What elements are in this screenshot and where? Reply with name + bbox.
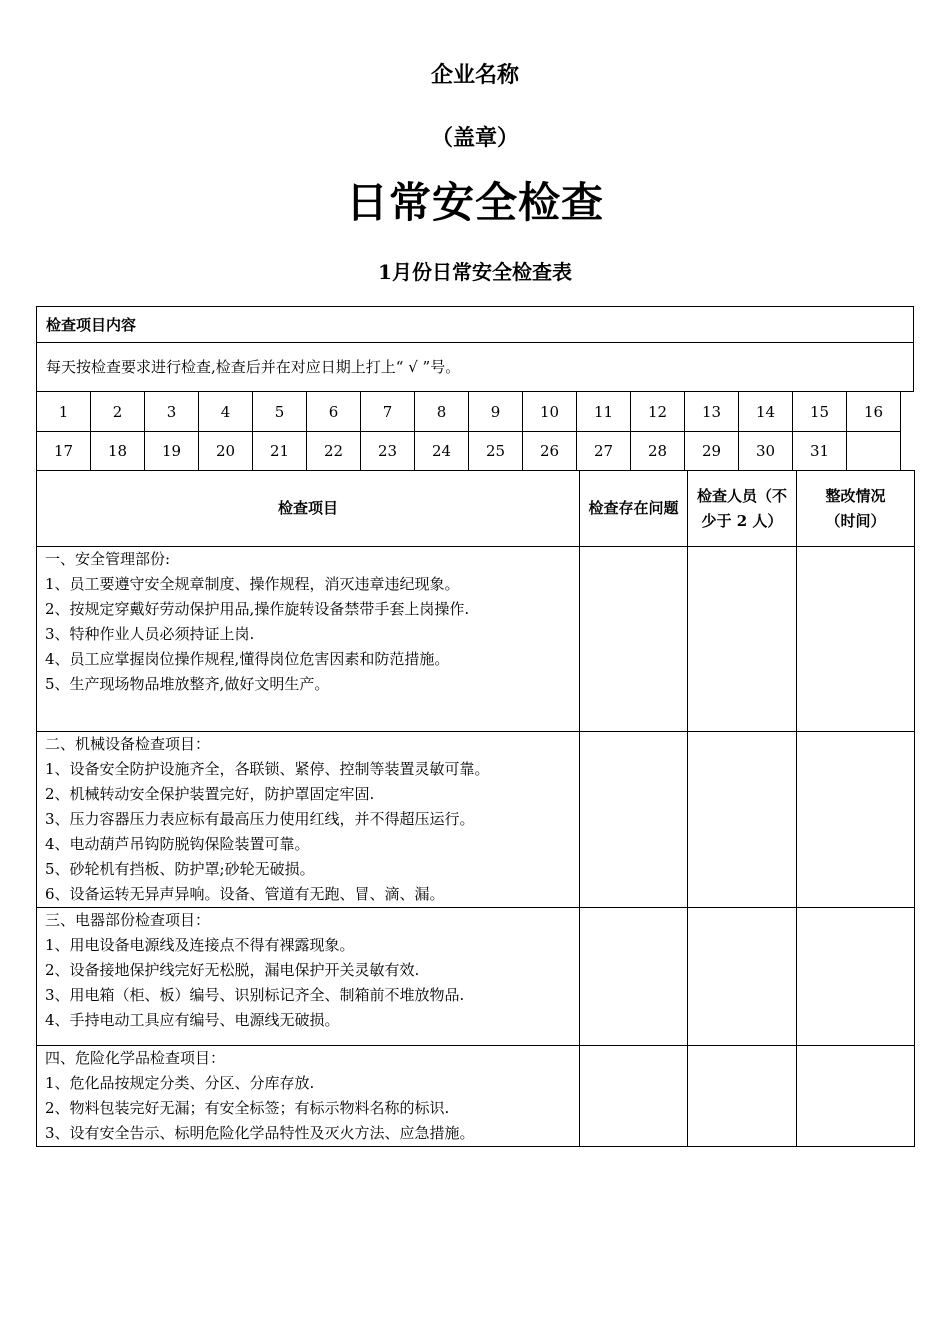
column-header-inspector: 检查人员（不少于 2 人） xyxy=(688,471,797,547)
inspector-cell[interactable] xyxy=(688,547,797,732)
day-cell[interactable]: 28 xyxy=(631,432,685,471)
inspector-cell[interactable] xyxy=(688,1046,797,1147)
list-item: 6、设备运转无异声异响。设备、管道有无跑、冒、滴、漏。 xyxy=(45,885,445,903)
document-title: 日常安全检查 xyxy=(345,178,604,227)
list-item: 5、生产现场物品堆放整齐,做好文明生产。 xyxy=(45,675,330,693)
problem-cell[interactable] xyxy=(580,732,688,908)
list-item: 4、手持电动工具应有编号、电源线无破损。 xyxy=(45,1011,340,1029)
section-hazardous-chemicals xyxy=(37,1046,580,1147)
intro-label: 检查项目内容 xyxy=(37,307,913,343)
day-grid-row-2 xyxy=(36,431,901,471)
rectify-cell[interactable] xyxy=(797,908,915,1046)
table-row xyxy=(37,732,915,908)
list-item: 2、物料包装完好无漏；有安全标签；有标示物料名称的标识. xyxy=(45,1099,450,1117)
list-item: 3、设有安全告示、标明危险化学品特性及灭火方法、应急措施。 xyxy=(45,1124,475,1142)
inspector-cell[interactable] xyxy=(688,732,797,908)
day-grid-row-1 xyxy=(36,391,901,432)
day-cell[interactable]: 15 xyxy=(793,392,847,432)
day-cell[interactable]: 26 xyxy=(523,432,577,471)
day-cell[interactable]: 29 xyxy=(685,432,739,471)
day-cell[interactable]: 10 xyxy=(523,392,577,432)
section-title: 二、机械设备检查项目： xyxy=(45,735,211,753)
list-item: 3、压力容器压力表应标有最高压力使用红线，并不得超压运行。 xyxy=(45,810,475,828)
day-cell[interactable]: 5 xyxy=(253,392,307,432)
day-cell[interactable]: 17 xyxy=(37,432,91,471)
section-safety-management xyxy=(37,547,580,732)
section-machinery xyxy=(37,732,580,908)
day-cell[interactable]: 23 xyxy=(361,432,415,471)
section-title: 三、电器部份检查项目： xyxy=(45,911,211,929)
day-cell[interactable]: 30 xyxy=(739,432,793,471)
day-cell[interactable]: 6 xyxy=(307,392,361,432)
list-item: 2、设备接地保护线完好无松脱，漏电保护开关灵敏有效. xyxy=(45,961,420,979)
day-cell[interactable] xyxy=(847,432,901,471)
day-cell[interactable]: 4 xyxy=(199,392,253,432)
day-cell[interactable]: 1 xyxy=(37,392,91,432)
list-item: 1、危化品按规定分类、分区、分库存放. xyxy=(45,1074,315,1092)
rectify-cell[interactable] xyxy=(797,732,915,908)
day-cell[interactable]: 20 xyxy=(199,432,253,471)
table-title: 1月份日常安全检查表 xyxy=(378,260,572,284)
list-item: 5、砂轮机有挡板、防护罩;砂轮无破损。 xyxy=(45,860,315,878)
table-row xyxy=(37,908,915,1046)
inspector-cell[interactable] xyxy=(688,908,797,1046)
day-cell[interactable]: 11 xyxy=(577,392,631,432)
day-cell[interactable]: 31 xyxy=(793,432,847,471)
day-cell[interactable]: 18 xyxy=(91,432,145,471)
day-cell[interactable]: 19 xyxy=(145,432,199,471)
problem-cell[interactable] xyxy=(580,1046,688,1147)
day-cell[interactable]: 7 xyxy=(361,392,415,432)
day-cell[interactable]: 16 xyxy=(847,392,901,432)
intro-box xyxy=(36,306,914,392)
list-item: 2、按规定穿戴好劳动保护用品,操作旋转设备禁带手套上岗操作. xyxy=(45,600,470,618)
inspection-table xyxy=(36,470,915,1147)
day-cell[interactable]: 3 xyxy=(145,392,199,432)
list-item: 3、用电箱（柜、板）编号、识别标记齐全、制箱前不堆放物品. xyxy=(45,986,465,1004)
list-item: 1、员工要遵守安全规章制度、操作规程，消灭违章违纪现象。 xyxy=(45,575,460,593)
section-title: 一、安全管理部份: xyxy=(45,550,171,568)
problem-cell[interactable] xyxy=(580,547,688,732)
table-row xyxy=(37,1046,915,1147)
list-item: 4、电动葫芦吊钩防脱钩保险装置可靠。 xyxy=(45,835,310,853)
list-item: 4、员工应掌握岗位操作规程,懂得岗位危害因素和防范措施。 xyxy=(45,650,450,668)
day-cell[interactable]: 13 xyxy=(685,392,739,432)
day-cell[interactable]: 22 xyxy=(307,432,361,471)
day-cell[interactable]: 25 xyxy=(469,432,523,471)
list-item: 1、设备安全防护设施齐全，各联锁、紧停、控制等装置灵敏可靠。 xyxy=(45,760,490,778)
table-row xyxy=(37,547,915,732)
intro-instruction: 每天按检查要求进行检查,检查后并在对应日期上打上“ √ ”号。 xyxy=(46,358,461,376)
column-header-rectify: 整改情况（时间） xyxy=(797,471,915,547)
day-cell[interactable]: 14 xyxy=(739,392,793,432)
day-cell[interactable]: 8 xyxy=(415,392,469,432)
list-item: 3、特种作业人员必须持证上岗. xyxy=(45,625,255,643)
list-item: 1、用电设备电源线及连接点不得有裸露现象。 xyxy=(45,936,355,954)
day-cell[interactable]: 27 xyxy=(577,432,631,471)
rectify-cell[interactable] xyxy=(797,547,915,732)
day-cell[interactable]: 24 xyxy=(415,432,469,471)
section-electrical xyxy=(37,908,580,1046)
company-name: 企业名称 xyxy=(430,62,519,88)
problem-cell[interactable] xyxy=(580,908,688,1046)
day-cell[interactable]: 9 xyxy=(469,392,523,432)
list-item: 2、机械转动安全保护装置完好，防护罩固定牢固. xyxy=(45,785,375,803)
section-title: 四、危险化学品检查项目： xyxy=(45,1049,226,1067)
column-header-problem: 检查存在问题 xyxy=(580,471,688,547)
day-cell[interactable]: 12 xyxy=(631,392,685,432)
day-cell[interactable]: 21 xyxy=(253,432,307,471)
day-cell[interactable]: 2 xyxy=(91,392,145,432)
column-header-item: 检查项目 xyxy=(37,471,580,547)
rectify-cell[interactable] xyxy=(797,1046,915,1147)
seal-note: （盖章） xyxy=(430,125,519,151)
